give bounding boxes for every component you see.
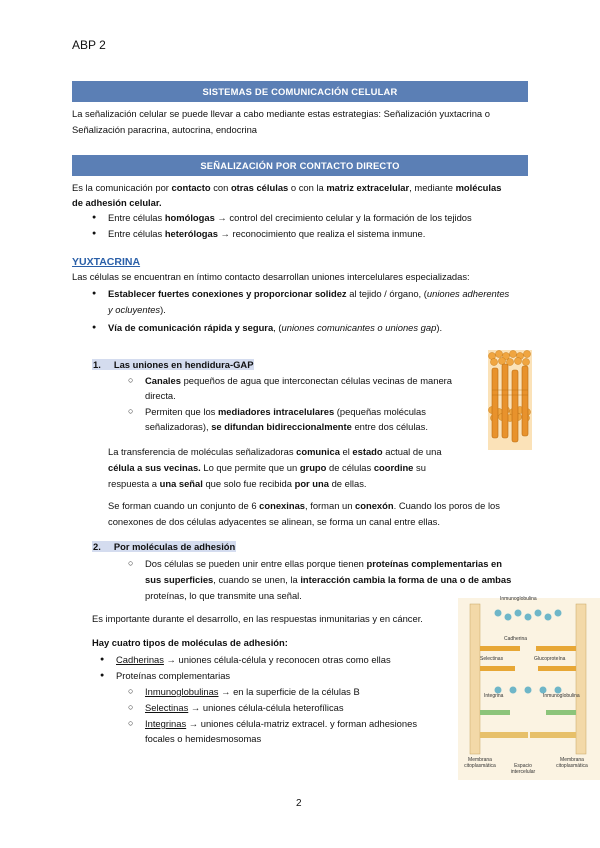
fig-label-membrana-right: Membrana citoplasmática [556,757,588,769]
yux-bullet-2: Vía de comunicación rápida y segura, (uniones comunicantes o uniones gap). [108,322,443,333]
gap-para-3: respuesta a una señal que solo fue recibida por una de ellas. [108,478,367,489]
circle-bullet: ○ [128,406,134,416]
fig-label-membrana-left: Membrana citoplasmática [464,757,496,769]
fig-label-selectinas: Selectinas [480,656,504,662]
gap-sub-1-cont: directa. [145,390,176,401]
adh-list-integrinas: Integrinas → uniones célula-matriz extracel. y forman adhesiones [145,718,418,729]
gap-para-2: célula a sus vecinas. Lo que permite que un grupo de células coordine su [108,462,426,473]
gap-sub-1: Canales pequeños de agua que interconectan células vecinas de manera [145,375,452,386]
contacto-para-2: de adhesión celular. [72,197,162,208]
fig-label-glucoproteina: Glucoproteína [534,656,566,662]
circle-bullet: ○ [128,718,134,728]
fig-label-integrina: Integrina [484,693,504,699]
adh-list-cadherinas: Cadherinas → uniones célula-célula y reconocen otras como ellas [116,654,391,665]
adh-sub-1-cont2: proteínas, lo que transmite una señal. [145,590,302,601]
section-banner-sistemas: SISTEMAS DE COMUNICACIÓN CELULAR [72,81,528,102]
section-banner-contacto: SEÑALIZACIÓN POR CONTACTO DIRECTO [72,155,528,176]
gap-para-4: Se forman cuando un conjunto de 6 conexinas, forman un conexón. Cuando los poros de los [108,500,500,511]
adhesion-heading: 2. Por moléculas de adhesión [93,541,236,552]
bullet-dot: ● [92,214,97,221]
adh-list-selectinas: Selectinas → uniones célula-célula heterofílicas [145,702,344,713]
adh-list-complementarias: Proteínas complementarias [116,670,231,681]
circle-bullet: ○ [128,686,134,696]
yuxtacrina-heading: YUXTACRINA [72,256,141,268]
fig-label-espacio: Espacio intercelular [510,763,536,775]
yux-bullet-1: Establecer fuertes conexiones y proporcionar solidez al tejido / órgano, (uniones adherentes [108,288,510,299]
adh-para-2: Hay cuatro tipos de moléculas de adhesión: [92,637,288,648]
gap-para-5: conexones de dos células adyacentes se alinean, se forma un canal entre ellas. [108,516,440,527]
bullet-homologas: Entre células homólogas → control del crecimiento celular y la formación de los tejidos [108,212,472,223]
fig-label-cadherina: Cadherina [504,636,528,642]
adh-sub-1: Dos células se pueden unir entre ellas porque tienen proteínas complementarias en [145,558,502,569]
fig-label-inmunoglobulina-2: Inmunoglobulina [543,693,580,699]
bullet-dot: ● [92,230,97,237]
gap-junction-illustration [488,350,532,450]
bullet-dot: ● [92,290,97,297]
page-number: 2 [296,798,302,809]
bullet-dot: ● [100,672,105,679]
yux-intro: Las células se encuentran en íntimo contacto desarrollan uniones intercelulares especializadas: [72,271,470,282]
adh-list-inmunoglobulinas: Inmunoglobulinas → en la superficie de la células B [145,686,360,697]
adh-sub-1-cont: sus superficies, cuando se unen, la interacción cambia la forma de una o de ambas [145,574,512,585]
header: ABP 2 [72,38,106,52]
gap-heading: 1. Las uniones en hendidura-GAP [93,359,254,370]
adhesion-molecules-diagram [458,598,600,780]
adh-para-1: Es importante durante el desarrollo, en las respuestas inmunitarias y en cáncer. [92,613,423,624]
adh-list-integrinas-cont: focales o hemidesmosomas [145,733,262,744]
intro-line-2: Señalización paracrina, autocrina, endocrina [72,124,258,135]
gap-para-1: La transferencia de moléculas señalizadoras comunica el estado actual de una [108,446,442,457]
circle-bullet: ○ [128,375,134,385]
intro-line-1: La señalización celular se puede llevar a cabo mediante estas estrategias: Señalización yuxtacrina o [72,108,490,119]
circle-bullet: ○ [128,558,134,568]
bullet-heterologas: Entre células heterólogas → reconocimiento que realiza el sistema inmune. [108,228,426,239]
gap-sub-2-cont: señalizadoras), se difundan bidireccionalmente entre dos células. [145,421,428,432]
gap-sub-2: Permiten que los mediadores intracelulares (pequeñas moléculas [145,406,426,417]
fig-label-inmunoglobulina: Inmunoglobulina [500,596,537,602]
contacto-para-1: Es la comunicación por contacto con otras células o con la matriz extracelular, mediante moléculas [72,182,502,193]
circle-bullet: ○ [128,702,134,712]
yux-bullet-1-cont: y ocluyentes). [108,304,166,315]
bullet-dot: ● [92,324,97,331]
bullet-dot: ● [100,656,105,663]
